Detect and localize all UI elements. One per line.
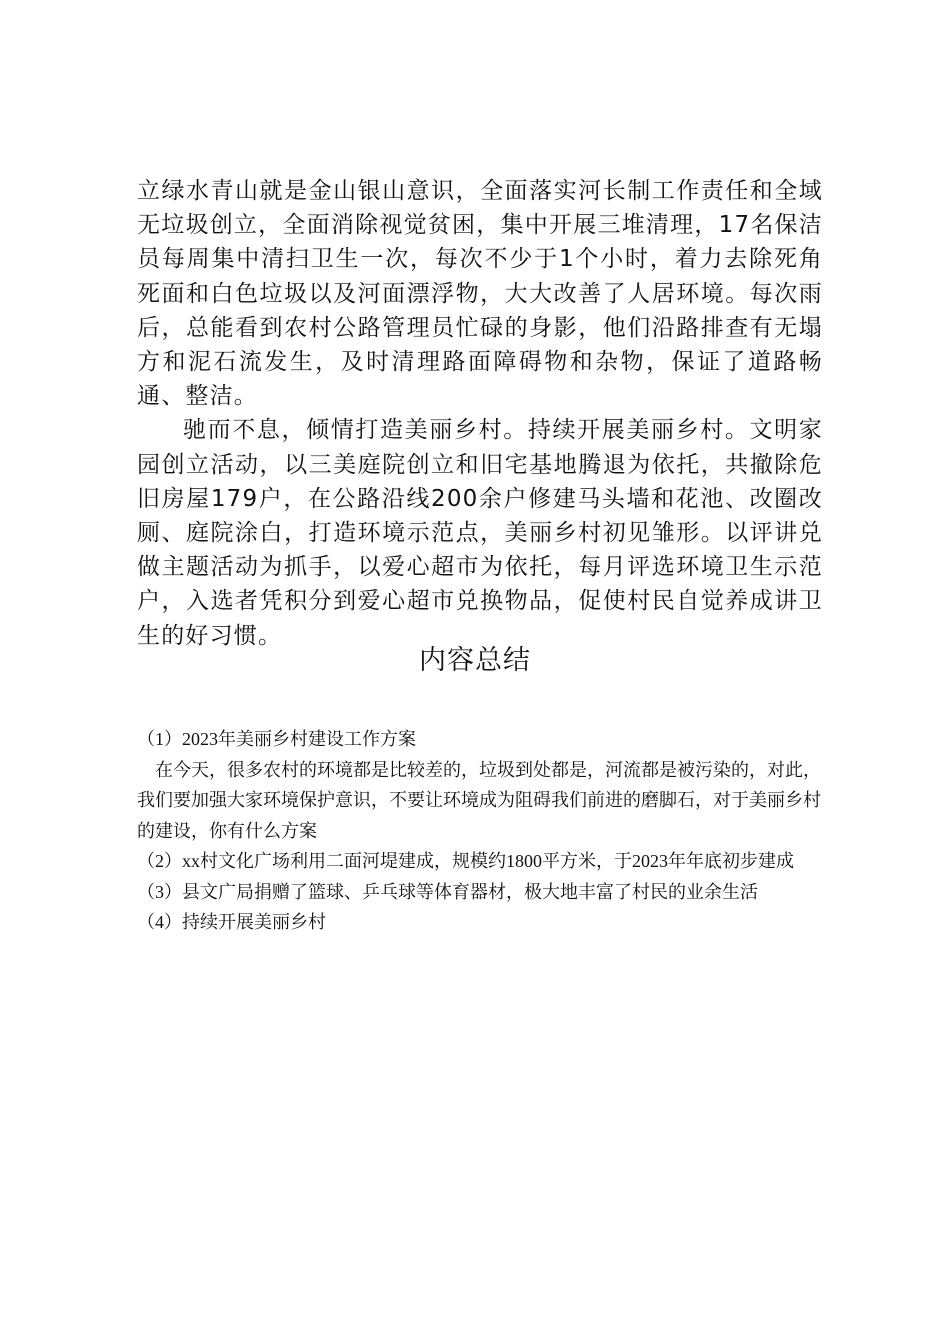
- summary-title: 内容总结: [419, 645, 531, 675]
- body-paragraph-2: 驰而不息，倾情打造美丽乡村。持续开展美丽乡村。文明家园创立活动，以三美庭院创立和旧宅基地腾退为依托，共撤除危旧房屋179户，在公路沿线200余户修建马头墙和花池、改圈改厕、庭院涂白，打造环境示范点，美丽乡村初见雏形。以评讲兑做主题活动为抓手，以爱心超市为依托，每月评选环境卫生示范户，入选者凭积分到爱心超市兑换物品，促使村民自觉养成讲卫生的好习惯。: [137, 417, 823, 649]
- summary-item-4: （4）持续开展美丽乡村: [137, 912, 326, 932]
- summary-section: [137, 724, 823, 938]
- body-paragraph-1: 立绿水青山就是金山银山意识，全面落实河长制工作责任和全域无垃圾创立，全面消除视觉贫困，集中开展三堆清理，17名保洁员每周集中清扫卫生一次，每次不少于1个小时，着力去除死角死面和白色垃圾以及河面漂浮物，大大改善了人居环境。每次雨后，总能看到农村公路管理员忙碌的身影，他们沿路排查有无塌方和泥石流发生，及时清理路面障碍物和杂物，保证了道路畅通、整洁。: [137, 178, 823, 410]
- summary-item-1-description: 在今天，很多农村的环境都是比较差的，垃圾到处都是，河流都是被污染的，对此，我们要加强大家环境保护意识，不要让环境成为阻碍我们前进的磨脚石，对于美丽乡村的建设，你有什么方案: [137, 759, 821, 841]
- summary-item-1: （1）2023年美丽乡村建设工作方案: [137, 729, 416, 749]
- summary-item-2: （2）xx村文化广场利用二面河堤建成，规模约1800平方米，于2023年年底初步建成: [137, 851, 794, 871]
- summary-item-3: （3）县文广局捐赠了篮球、乒乓球等体育器材，极大地丰富了村民的业余生活: [137, 881, 758, 902]
- body-text: [137, 174, 823, 653]
